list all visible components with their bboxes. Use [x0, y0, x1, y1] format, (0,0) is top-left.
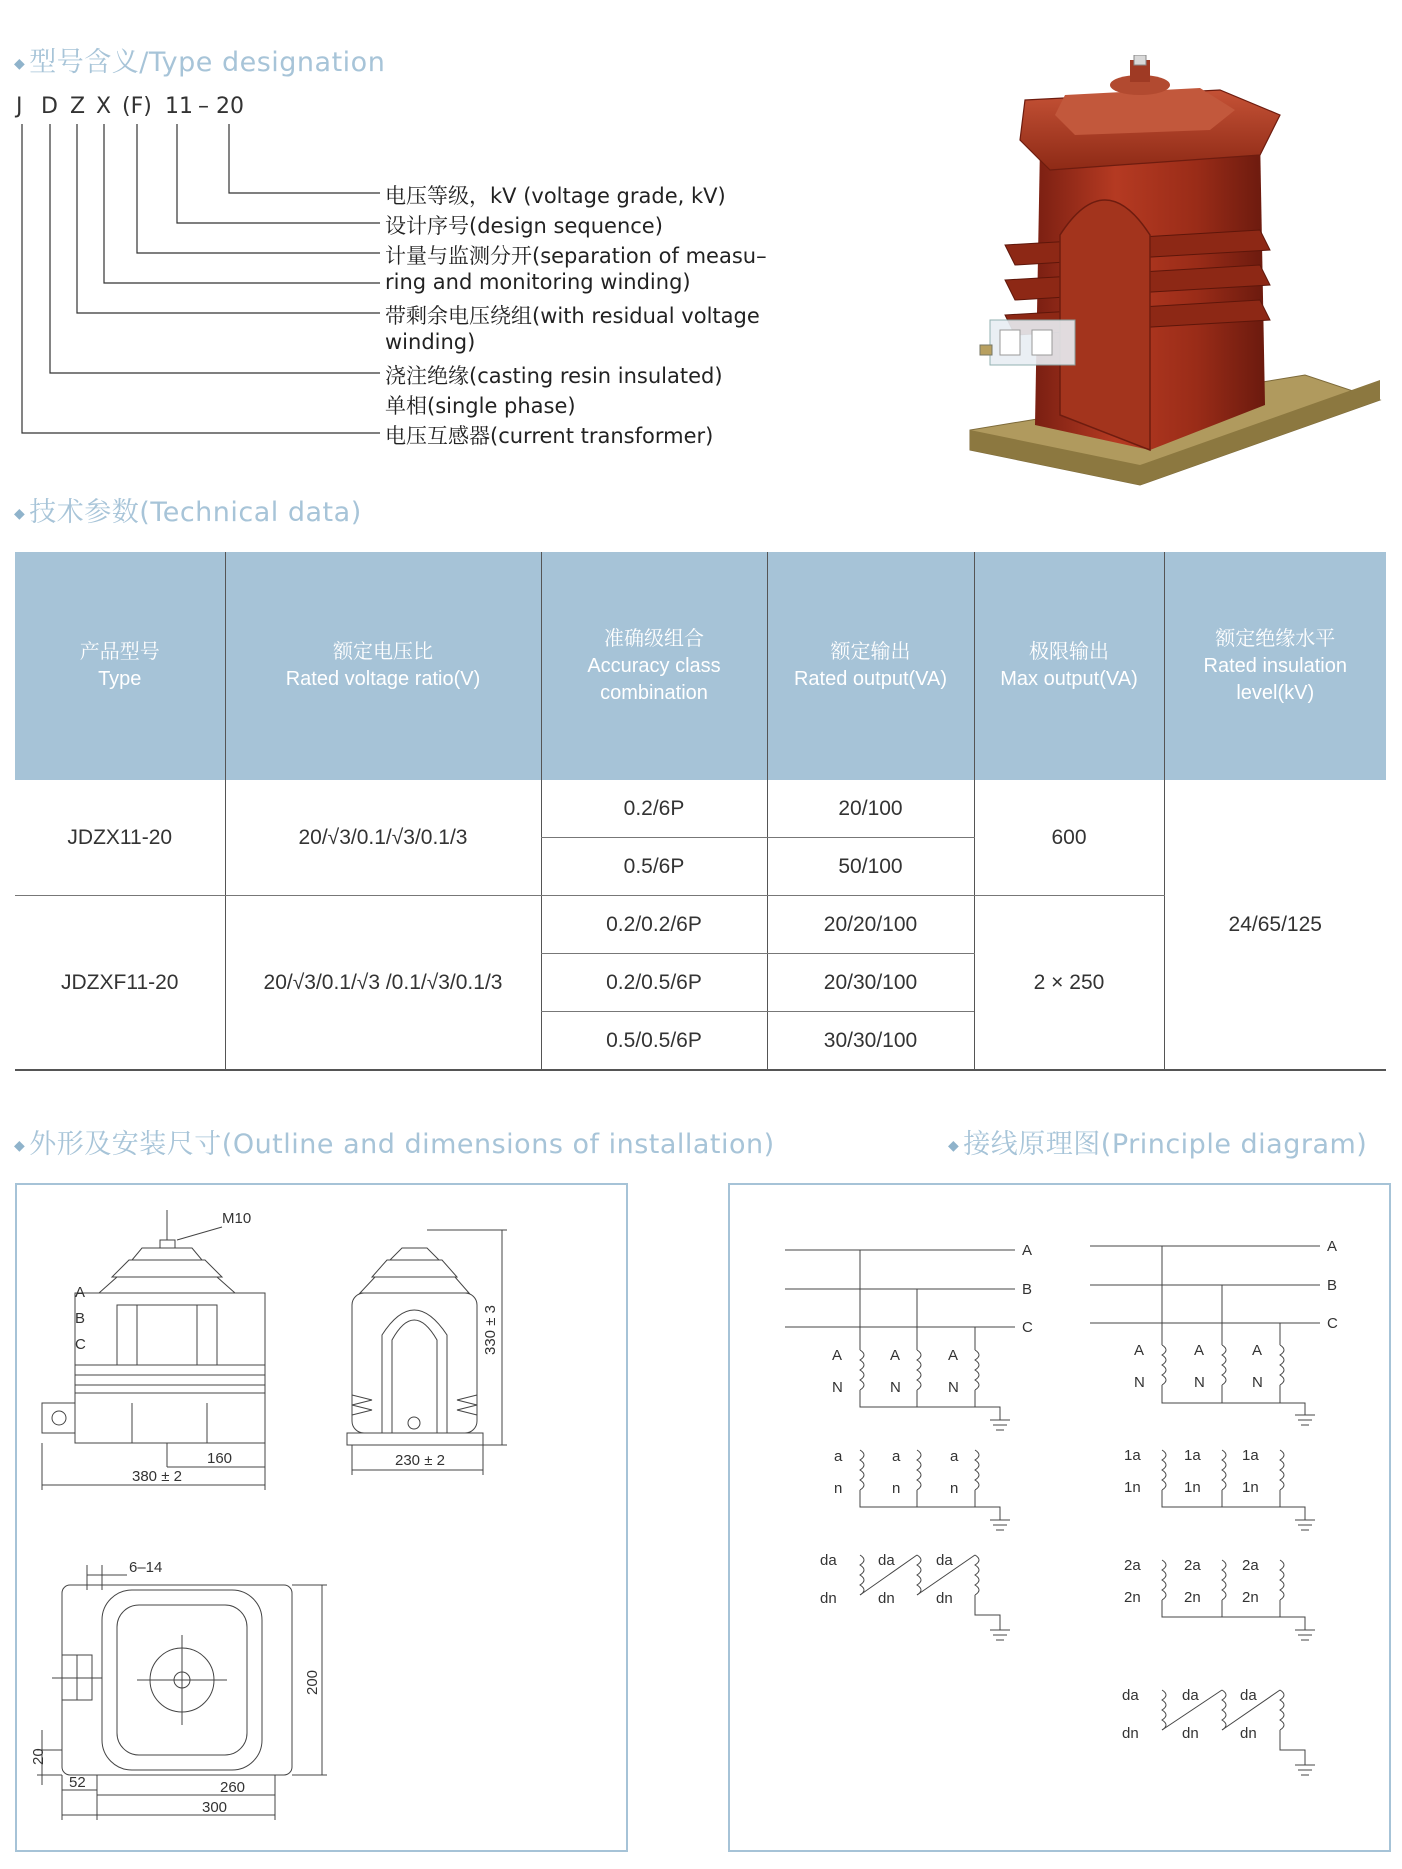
cell-insulation: 24/65/125: [1164, 780, 1386, 1070]
winding-label-n-sec: n: [950, 1480, 959, 1497]
code-letter-f: (F): [122, 94, 152, 119]
dim-20: 20: [30, 1748, 47, 1765]
label-b: B: [75, 1310, 86, 1327]
technical-data-title: [14, 490, 362, 529]
outline-panel: [15, 1183, 628, 1852]
diamond-bullet-icon: ◆: [14, 505, 26, 522]
phase-label-a: A: [1327, 1238, 1338, 1255]
diamond-bullet-icon: ◆: [948, 1137, 960, 1154]
winding-label-2n: 2n: [1124, 1589, 1141, 1606]
outline-title: [14, 1122, 775, 1161]
designation-residual-line2: winding): [385, 330, 476, 354]
winding-label-a: A: [890, 1347, 901, 1364]
winding-label-2a: 2a: [1124, 1557, 1141, 1574]
header-accuracy-en2: combination: [600, 681, 708, 704]
winding-label-dn: dn: [878, 1590, 895, 1607]
designation-leader-lines: [0, 0, 400, 450]
label-a: A: [75, 1284, 86, 1301]
winding-label-dn: dn: [1240, 1725, 1257, 1742]
dim-300: 300: [202, 1799, 228, 1816]
designation-voltage-grade: 电压等级，kV (voltage grade, kV): [385, 184, 726, 208]
code-letter-d: D: [41, 94, 58, 119]
header-rated-insulation: [1164, 552, 1386, 780]
winding-label-a: A: [948, 1347, 959, 1364]
designation-single-phase: 单相(single phase): [385, 394, 576, 418]
winding-label-dn: dn: [820, 1590, 837, 1607]
code-letter-j: J: [16, 94, 23, 119]
winding-label-dn: dn: [1182, 1725, 1199, 1742]
label-m10: M10: [222, 1210, 252, 1227]
winding-label-n: N: [890, 1379, 901, 1396]
cell-accuracy: 0.2/6P: [541, 780, 767, 838]
designation-design-sequence: 设计序号(design sequence): [385, 214, 663, 238]
cell-ratio: 20/√3/0.1/√3/0.1/3: [225, 780, 541, 896]
cell-accuracy: 0.2/0.5/6P: [541, 954, 767, 1012]
cell-type: JDZXF11-20: [15, 896, 225, 1071]
winding-label-2n: 2n: [1184, 1589, 1201, 1606]
winding-label-1n: 1n: [1242, 1479, 1259, 1496]
header-accuracy-en: Accuracy class: [587, 654, 721, 677]
winding-label-a: A: [1194, 1342, 1205, 1359]
winding-label-dn: dn: [936, 1590, 953, 1607]
designation-residual-line1: 带剩余电压绕组(with residual voltage: [385, 304, 760, 328]
winding-label-a: A: [1134, 1342, 1145, 1359]
winding-label-a: A: [1252, 1342, 1263, 1359]
phase-label-a: A: [1022, 1242, 1033, 1259]
cell-ratio: 20/√3/0.1/√3 /0.1/√3/0.1/3: [225, 896, 541, 1071]
cell-accuracy: 0.5/0.5/6P: [541, 1012, 767, 1071]
winding-label-da: da: [936, 1552, 953, 1569]
header-max-cn: 极限输出: [1029, 641, 1109, 663]
phase-label-c: C: [1327, 1315, 1338, 1332]
header-max-en: Max output(VA): [1000, 668, 1138, 690]
winding-label-n: N: [832, 1379, 843, 1396]
header-type-en: Type: [98, 668, 142, 690]
header-accuracy-class: [541, 552, 767, 780]
winding-label-1a: 1a: [1184, 1447, 1201, 1464]
header-accuracy-cn: 准确级组合: [604, 627, 704, 650]
winding-label-2n: 2n: [1242, 1589, 1259, 1606]
technical-data-table: [15, 552, 1386, 1071]
dim-260: 260: [220, 1779, 246, 1796]
code-number-20: 20: [216, 94, 244, 119]
winding-label-a-sec: a: [834, 1448, 843, 1465]
header-ratio-cn: 额定电压比: [333, 641, 433, 663]
principle-title: [948, 1122, 1367, 1161]
header-type: [15, 552, 225, 780]
header-output-en: Rated output(VA): [793, 668, 948, 690]
principle-panel: [728, 1183, 1391, 1852]
dim-52: 52: [69, 1774, 86, 1791]
designation-separation-line1: 计量与监测分开(separation of measu–: [385, 244, 767, 268]
header-ratio-en: Rated voltage ratio(V): [285, 668, 481, 690]
winding-label-n-sec: n: [892, 1480, 901, 1497]
phase-label-c: C: [1022, 1319, 1033, 1336]
table-row: [15, 780, 1386, 838]
cell-accuracy: 0.2/0.2/6P: [541, 896, 767, 954]
phase-label-b: B: [1022, 1281, 1033, 1298]
dim-330: 330 ± 3: [482, 1305, 499, 1355]
outline-title-text: 外形及安装尺寸(Outline and dimensions of installation): [29, 1129, 775, 1160]
designation-transformer: 电压互感器(current transformer): [385, 424, 714, 448]
winding-label-1a: 1a: [1124, 1447, 1141, 1464]
label-c: C: [75, 1336, 86, 1353]
winding-label-da: da: [1122, 1687, 1139, 1704]
cell-type: JDZX11-20: [15, 780, 225, 896]
header-insulation-en: Rated insulation: [1203, 654, 1347, 677]
header-type-cn: 产品型号: [79, 641, 160, 663]
winding-label-n: N: [1252, 1374, 1263, 1391]
winding-label-n: N: [1134, 1374, 1145, 1391]
winding-label-1a: 1a: [1242, 1447, 1259, 1464]
code-letter-x: X: [96, 94, 112, 119]
code-dash: –: [198, 94, 209, 119]
outline-drawing: [17, 1185, 626, 1850]
designation-separation-line2: ring and monitoring winding): [385, 270, 691, 294]
type-designation-title-text: 型号含义/Type designation: [29, 47, 386, 78]
winding-label-2a: 2a: [1184, 1557, 1201, 1574]
winding-label-n-sec: n: [834, 1480, 843, 1497]
principle-title-text: 接线原理图(Principle diagram): [963, 1129, 1368, 1160]
technical-data-title-text: 技术参数(Technical data): [29, 497, 362, 528]
winding-label-a: A: [832, 1347, 843, 1364]
diamond-bullet-icon: ◆: [14, 1137, 26, 1154]
cell-accuracy: 0.5/6P: [541, 838, 767, 896]
winding-label-da: da: [1182, 1687, 1199, 1704]
winding-label-a-sec: a: [892, 1448, 901, 1465]
cell-output: 20/20/100: [767, 896, 974, 954]
code-number-11: 11: [165, 94, 193, 119]
winding-label-1n: 1n: [1124, 1479, 1141, 1496]
dim-380: 380 ± 2: [132, 1468, 182, 1485]
phase-label-b: B: [1327, 1277, 1338, 1294]
winding-label-a-sec: a: [950, 1448, 959, 1465]
cell-output: 20/100: [767, 780, 974, 838]
header-insulation-en2: level(kV): [1236, 681, 1315, 704]
dim-230: 230 ± 2: [395, 1452, 445, 1469]
cell-max-output: 2 × 250: [974, 896, 1164, 1071]
winding-label-dn: dn: [1122, 1725, 1139, 1742]
header-rated-output: [767, 552, 974, 780]
winding-label-da: da: [1240, 1687, 1257, 1704]
cell-output: 50/100: [767, 838, 974, 896]
winding-label-da: da: [820, 1552, 837, 1569]
winding-label-n: N: [1194, 1374, 1205, 1391]
table-header-row: [15, 552, 1386, 780]
dim-160: 160: [207, 1450, 233, 1467]
header-max-output: [974, 552, 1164, 780]
header-output-cn: 额定输出: [830, 641, 911, 663]
winding-label-1n: 1n: [1184, 1479, 1201, 1496]
principle-diagram: [730, 1185, 1389, 1850]
diamond-bullet-icon: ◆: [14, 55, 26, 72]
winding-label-2a: 2a: [1242, 1557, 1259, 1574]
winding-label-da: da: [878, 1552, 895, 1569]
code-letter-z: Z: [70, 94, 86, 119]
header-rated-voltage-ratio: [225, 552, 541, 780]
dim-6-14: 6–14: [129, 1559, 163, 1576]
cell-max-output: 600: [974, 780, 1164, 896]
dim-200: 200: [304, 1669, 321, 1695]
product-photo: [960, 55, 1390, 495]
designation-casting-resin: 浇注绝缘(casting resin insulated): [385, 364, 723, 388]
header-insulation-cn: 额定绝缘水平: [1215, 627, 1336, 650]
cell-output: 30/30/100: [767, 1012, 974, 1071]
cell-output: 20/30/100: [767, 954, 974, 1012]
winding-label-n: N: [948, 1379, 959, 1396]
